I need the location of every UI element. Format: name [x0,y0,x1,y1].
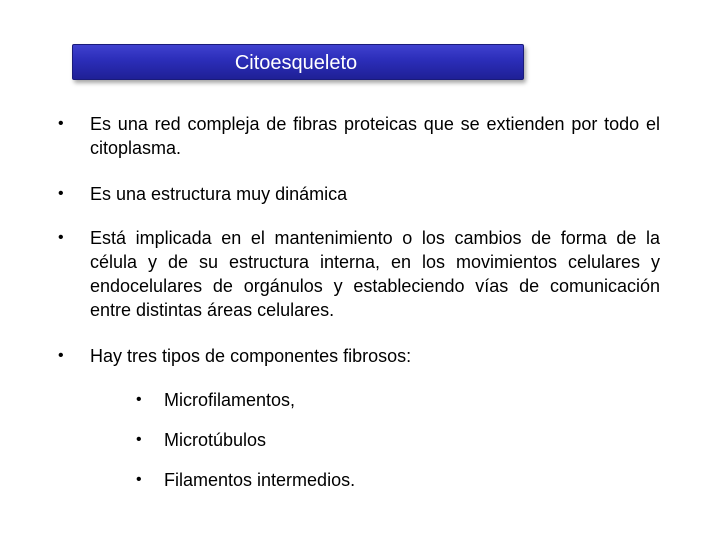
bullet-marker: • [136,431,142,448]
sub-bullet-item [136,388,706,412]
bullet-marker: • [136,391,142,408]
bullet-text: Hay tres tipos de componentes fibrosos: [90,346,412,366]
sub-bullet-item [136,468,706,492]
bullet-marker: • [58,229,64,246]
bullet-marker: • [58,115,64,132]
sub-bullet-text: Microtúbulos [164,430,267,450]
bullet-marker: • [58,185,64,202]
slide-title: Citoesqueleto [234,52,358,74]
bullet-text: Es una red compleja de fibras proteicas que se extienden por todo el citoplasma. [90,114,660,158]
title-banner [72,44,524,80]
bullet-marker: • [136,471,142,488]
bullet-text: Está implicada en el mantenimiento o los cambios de forma de la célula y de su estructura interna, en los movimientos celulares y endocelulares de orgánulos y estableciendo vías de comunicación entre distintas áreas celulares. [90,228,660,320]
bullet-item [58,112,660,160]
bullet-text: Es una estructura muy dinámica [90,184,348,204]
sub-bullet-list [136,388,706,492]
sub-bullet-text: Microfilamentos, [164,390,296,410]
bullet-item [58,182,660,206]
bullet-item [58,226,660,322]
sub-bullet-item [136,428,706,452]
bullet-list [58,112,660,508]
sub-bullet-text: Filamentos intermedios. [164,470,356,490]
bullet-marker: • [58,347,64,364]
bullet-item [58,344,660,492]
